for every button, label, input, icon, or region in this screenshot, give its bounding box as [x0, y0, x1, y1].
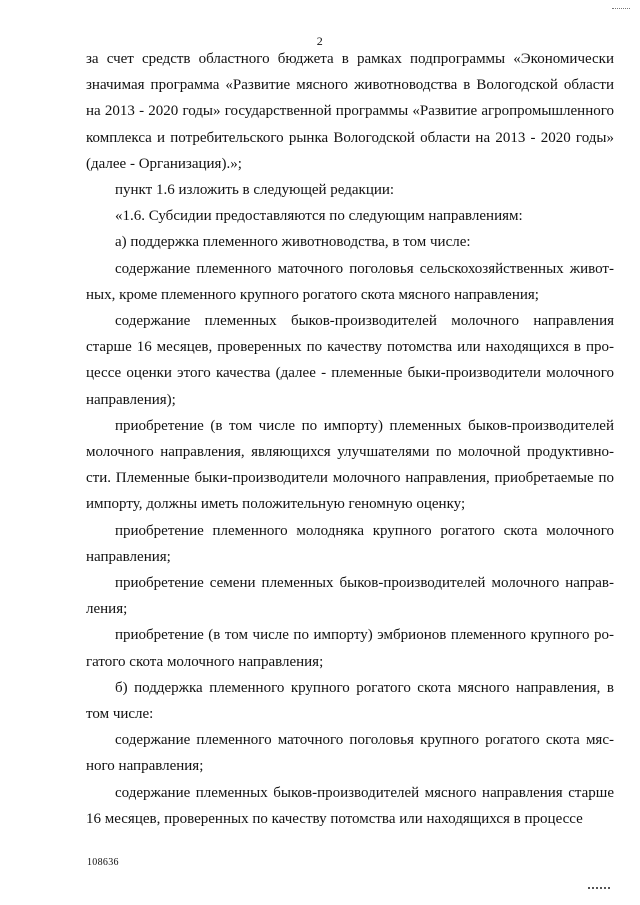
- paragraph-embryos: приобретение (в том числе по импорту) эмбрионов племенного крупного рогатого скота молочного направления;: [86, 627, 614, 670]
- paragraph-clause-1-6: «1.6. Субсидии предоставляются по следующим направлениям:: [115, 208, 523, 225]
- document-code: 108636: [87, 857, 119, 868]
- scan-edge-mark-bottom: [588, 887, 610, 893]
- paragraph-funding-source: за счет средств областного бюджета в рамках подпрограммы «Экономически значимая программа «Развитие мясного животноводства в Вологодской области на 2013 - 2020 годы» государственной программы «Развитие агропромышленного комплекса и потребительского рынка Вологодской области на 2013 - 2020 годы» (далее - Организация).»;: [86, 51, 614, 172]
- paragraph-beef-bulls: содержание племенных быков-производителей мясного направления старше 16 месяцев, проверенных по качеству потомства или находящихся в процессе: [86, 784, 614, 827]
- paragraph-amend-clause: пункт 1.6 изложить в следующей редакции:: [115, 182, 395, 199]
- paragraph-item-b: б) поддержка племенного крупного рогатого скота мясного направления, в том числе:: [86, 679, 614, 723]
- paragraph-dairy-bulls-purchase: приобретение (в том числе по импорту) племенных быков-производителей молочного направления, являющихся улучшателями по молочной продуктивности. Племенные быки-производители молочного направления, приобретаемые по импорту, должны иметь положительную геномную оценку;: [86, 417, 614, 513]
- page-number: 2: [316, 34, 324, 48]
- document-body: [86, 46, 614, 832]
- paragraph-semen: приобретение семени племенных быков-производителей молочного направления;: [86, 575, 614, 618]
- paragraph-beef-stock: содержание племенного маточного поголовья крупного рогатого скота мясного направления;: [86, 732, 614, 775]
- scan-edge-mark-top: [612, 0, 630, 9]
- paragraph-dairy-bulls-upkeep: содержание племенных быков-производителей молочного направления старше 16 месяцев, проверенных по качеству потомства или находящихся в процессе оценки этого качества (далее - племенные быки-производители молочного направления);: [86, 313, 614, 408]
- paragraph-breeding-stock: содержание племенного маточного поголовья сельскохозяйственных животных, кроме племенного крупного рогатого скота мясного направления;: [86, 260, 614, 303]
- paragraph-item-a: а) поддержка племенного животноводства, в том числе:: [115, 234, 471, 251]
- paragraph-young-cattle: приобретение племенного молодняка крупного рогатого скота молочного направления;: [86, 522, 614, 565]
